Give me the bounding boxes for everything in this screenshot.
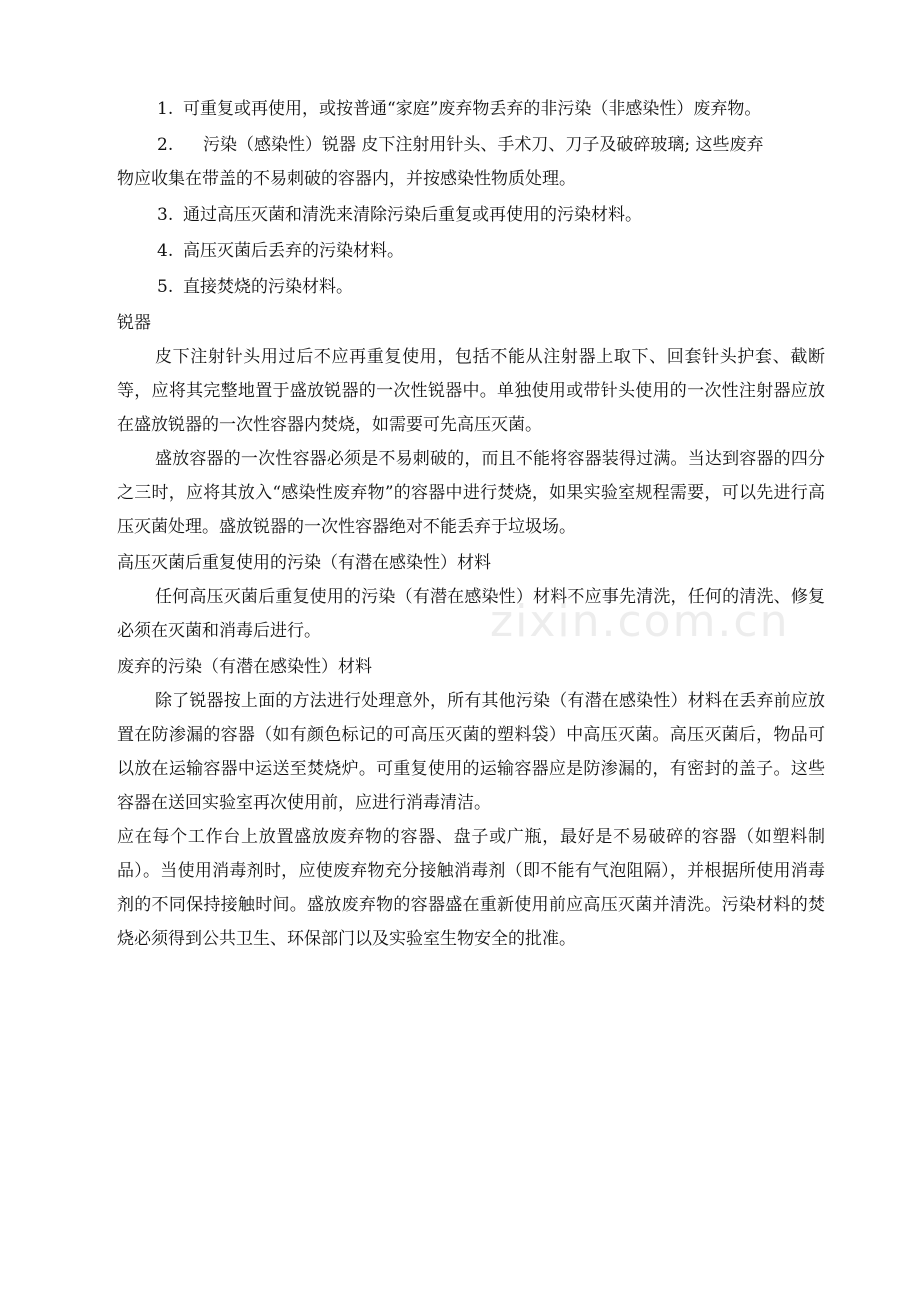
list-item-2-continuation: 物应收集在带盖的不易刺破的容器内，并按感染性物质处理。 — [117, 169, 576, 189]
paragraph-discard: 除了锐器按上面的方法进行处理意外，所有其他污染（有潜在感染性）材料在丢弃前应放置在防渗漏的容器（如有颜色标记的可高压灭菌的塑料袋）中高压灭菌。高压灭菌后，物品可以放在运输容器中运送至焚烧炉。可重复使用的运输容器应是防渗漏的，有密封的盖子。这些容器在送回实验室再次使用前，应进行消毒清洁。 — [117, 691, 825, 813]
list-number: 5. — [157, 277, 174, 297]
list-number: 3. — [157, 205, 174, 225]
list-text: 直接焚烧的污染材料。 — [183, 277, 353, 297]
section-heading-discard: 废弃的污染（有潜在感染性）材料 — [117, 657, 372, 677]
list-item-3 — [117, 198, 825, 232]
paragraph-reuse: 任何高压灭菌后重复使用的污染（有潜在感染性）材料不应事先清洗，任何的清洗、修复必须在灭菌和消毒后进行。 — [117, 587, 825, 641]
list-item-1 — [117, 92, 825, 126]
paragraph-final: 应在每个工作台上放置盛放废弃物的容器、盘子或广瓶，最好是不易破碎的容器（如塑料制品）。当使用消毒剂时，应使废弃物充分接触消毒剂（即不能有气泡阻隔），并根据所使用消毒剂的不同保持接触时间。盛放废弃物的容器盛在重新使用前应高压灭菌并清洗。污染材料的焚烧必须得到公共卫生、环保部门以及实验室生物安全的批准。 — [117, 827, 825, 949]
list-number: 1. — [157, 99, 174, 119]
section-heading-sharps: 锐器 — [117, 313, 151, 333]
list-text: 可重复或再使用，或按普通“家庭”废弃物丢弃的非污染（非感染性）废弃物。 — [183, 99, 762, 119]
watermark: zixin.com.cn — [490, 596, 790, 647]
list-item-5 — [117, 270, 825, 304]
document-page — [117, 92, 825, 956]
list-item-2 — [117, 128, 825, 162]
list-text: 通过高压灭菌和清洗来清除污染后重复或再使用的污染材料。 — [183, 205, 642, 225]
list-item-4 — [117, 234, 825, 268]
list-text: 高压灭菌后丢弃的污染材料。 — [183, 241, 404, 261]
list-text: 污染（感染性）锐器 皮下注射用针头、手术刀、刀子及破碎玻璃; 这些废弃 — [203, 135, 764, 155]
list-number: 4. — [157, 241, 174, 261]
paragraph-sharps-2: 盛放容器的一次性容器必须是不易刺破的，而且不能将容器装得过满。当达到容器的四分之三时，应将其放入“感染性废弃物”的容器中进行焚烧，如果实验室规程需要，可以先进行高压灭菌处理。盛放锐器的一次性容器绝对不能丢弃于垃圾场。 — [117, 449, 825, 537]
section-heading-reuse: 高压灭菌后重复使用的污染（有潜在感染性）材料 — [117, 553, 491, 573]
list-number: 2. — [157, 135, 174, 155]
paragraph-sharps-1: 皮下注射针头用过后不应再重复使用，包括不能从注射器上取下、回套针头护套、截断等，应将其完整地置于盛放锐器的一次性锐器中。单独使用或带针头使用的一次性注射器应放在盛放锐器的一次性容器内焚烧，如需要可先高压灭菌。 — [117, 347, 825, 435]
